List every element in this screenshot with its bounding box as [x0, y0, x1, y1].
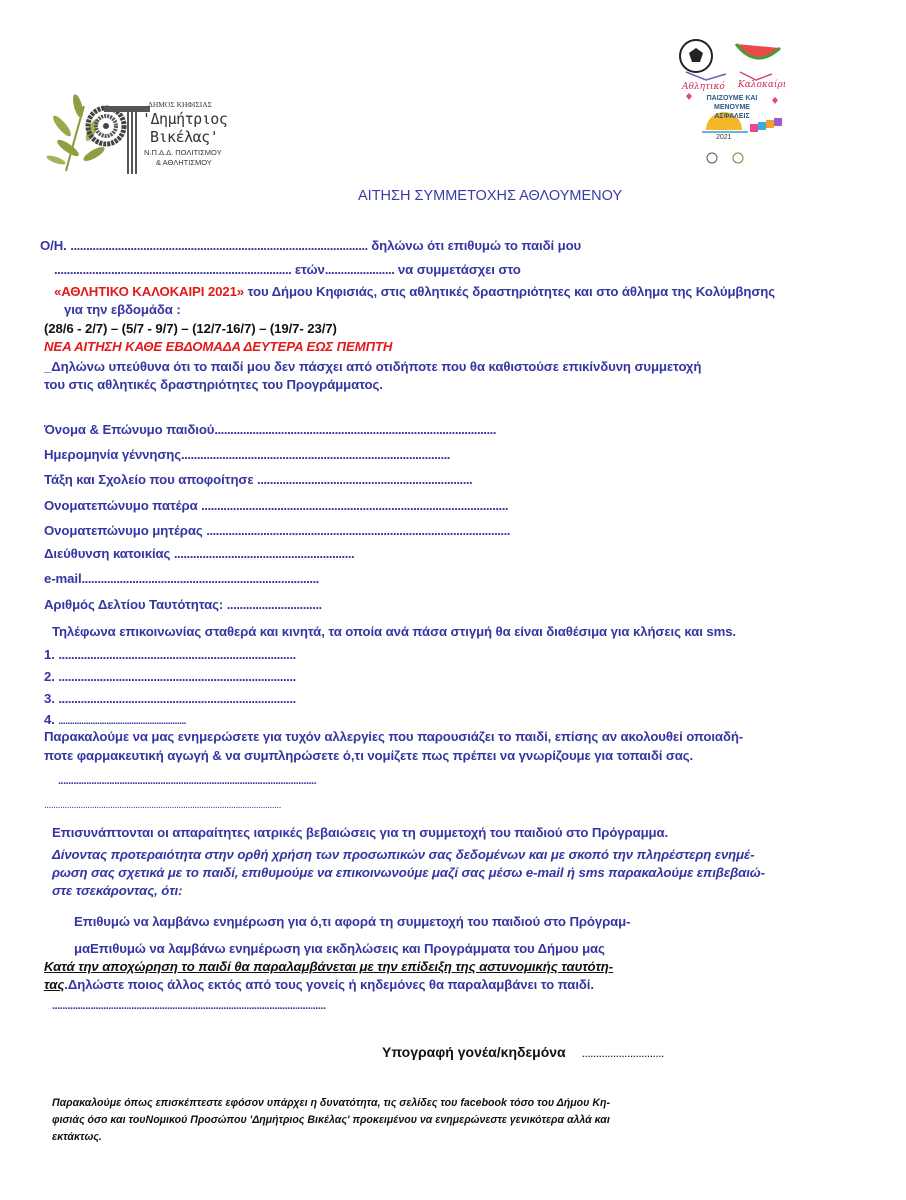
- age-field[interactable]: ......................: [324, 262, 395, 277]
- logo-text-summer: Καλοκαίρι: [738, 80, 787, 90]
- applicant-name-field[interactable]: ..............................................................................................: [70, 238, 368, 253]
- pickup-rule-line2: τας: [44, 977, 65, 992]
- footer-line1: Παρακαλούμε όπως επισκέπτεστε εφόσον υπάρχει η δυνατότητα, τις σελίδες του facebook τόσο του Δήμου Κη-: [52, 1097, 610, 1109]
- field-mother-name: [44, 523, 510, 538]
- field-label: Διεύθυνση κατοικίας: [44, 546, 174, 561]
- gdpr-line1: Δίνοντας προτεραιότητα στην ορθή χρήση των προσωπικών σας δεδομένων και με σκοπό την πληρέστερη ενημέ-: [52, 847, 755, 862]
- logo-name-line1: 'Δημήτριος: [142, 110, 228, 128]
- gdpr-line2: ρωση σας σχετικά με το παιδί, επιθυμούμε να επικοινωνούμε μαζί σας μέσω e-mail ή sms παρακαλούμε επιβεβαιώ-: [52, 865, 765, 880]
- field-label: Αριθμός Δελτίου Ταυτότητας:: [44, 597, 227, 612]
- phone-number-label: 2.: [44, 669, 59, 684]
- allergies-line2: ποτε φαρμακευτική αγωγή & να συμπληρώσετε ό,τι νομίζετε πως πρέπει να γνωρίζουμε για τοπαιδί σας.: [44, 748, 694, 763]
- allergies-input-1[interactable]: .....................................................................................................: [58, 775, 317, 787]
- field-child-name: [44, 422, 496, 437]
- field-label: Ημερομηνία γέννησης: [44, 447, 182, 462]
- consent-option-events[interactable]: μαΕπιθυμώ να λαμβάνω ενημέρωση για εκδηλώσεις και Προγράμματα του Δήμου μας: [74, 941, 605, 956]
- child-name-input[interactable]: .........................................................................................: [214, 422, 496, 437]
- pickup-person-input[interactable]: ...........................................................................................................: [52, 1000, 326, 1012]
- field-address: [44, 546, 354, 561]
- attachments-note: Επισυνάπτονται οι απαραίτητες ιατρικές βεβαιώσεις για τη συμμετοχή του παιδιού στο Πρόγραμμα.: [52, 825, 669, 840]
- field-school: [44, 472, 472, 487]
- field-id-number: [44, 597, 322, 612]
- applicant-prefix: Ο/Η.: [40, 238, 71, 253]
- email-input[interactable]: ...........................................................................: [81, 571, 319, 586]
- applicant-line: [40, 238, 581, 253]
- phones-intro: Τηλέφωνα επικοινωνίας σταθερά και κινητά, τα οποία ανά πάσα στιγμή θα είναι διαθέσιμα για κλήσεις και sms.: [52, 624, 737, 639]
- footer-line2: φισιάς όσο και τουΝομικού Προσώπου 'Δημήτριος Βικέλας' προκειμένου να ενημερώνεστε γενικότερα αλλά και: [52, 1114, 610, 1126]
- pickup-instructions: .Δηλώστε ποιος άλλος εκτός από τους γονείς ή κηδεμόνες θα παραλαμβάνει το παιδί.: [64, 977, 594, 992]
- phone-input-2[interactable]: ...........................................................................: [58, 669, 296, 684]
- allergies-input-2[interactable]: ........................................................................................................: [44, 800, 281, 811]
- father-name-input[interactable]: .................................................................................................: [201, 498, 509, 513]
- phone-row-4: [44, 712, 186, 727]
- phone-number-label: 1.: [44, 647, 59, 662]
- week-label: για την εβδομάδα :: [64, 302, 181, 317]
- phone-input-3[interactable]: ...........................................................................: [58, 691, 296, 706]
- allergies-line1: Παρακαλούμε να μας ενημερώσετε για τυχόν αλλεργίες που παρουσιάζει το παιδί, επίσης αν ακολουθεί οποιαδή-: [44, 729, 744, 744]
- field-label: Όνομα & Επώνυμο παιδιού: [44, 422, 215, 437]
- program-description: του Δήμου Κηφισιάς, στις αθλητικές δραστηριότητες και στο άθλημα της Κολύμβησης: [244, 284, 775, 299]
- field-label: e-mail: [44, 571, 82, 586]
- declaration-line1: _Δηλώνω υπεύθυνα ότι το παιδί μου δεν πάσχει από οτιδήποτε που θα καθιστούσε επικίνδυνη συμμετοχή: [44, 359, 702, 374]
- phone-input-1[interactable]: ...........................................................................: [58, 647, 296, 662]
- phone-number-label: 3.: [44, 691, 59, 706]
- age-label: ετών: [291, 262, 325, 277]
- vikelas-logo: [44, 86, 254, 176]
- participate-text: να συμμετάσχει στο: [394, 262, 521, 277]
- phone-row-3: [44, 691, 296, 706]
- weeks-list: (28/6 - 2/7) – (5/7 - 9/7) – (12/7-16/7) – (19/7- 23/7): [44, 321, 337, 336]
- field-label: Ονοματεπώνυμο πατέρα: [44, 498, 202, 513]
- field-email: [44, 571, 319, 586]
- mother-name-input[interactable]: ................................................................................................: [206, 523, 510, 538]
- field-birth-date: [44, 447, 450, 462]
- phone-row-2: [44, 669, 296, 684]
- weekly-notice: ΝΕΑ ΑΙΤΗΣΗ ΚΑΘΕ ΕΒΔΟΜΑΔΑ ΔΕΥΤΕΡΑ ΕΩΣ ΠΕΜΠΤΗ: [44, 339, 393, 354]
- phone-input-4[interactable]: ........................................................: [58, 716, 186, 727]
- logo-municipality: ΔΗΜΟΣ ΚΗΦΙΣΙΑΣ: [148, 100, 213, 109]
- consent-option-program[interactable]: Επιθυμώ να λαμβάνω ενημέρωση για ό,τι αφορά τη συμμετοχή του παιδιού στο Πρόγραμ-: [74, 914, 631, 929]
- phone-row-1: [44, 647, 296, 662]
- pickup-rule-line1: Κατά την αποχώρηση το παιδί θα παραλαμβάνεται με την επίδειξη της αστυνομικής ταυτότη-: [44, 959, 614, 974]
- id-number-input[interactable]: ..............................: [226, 597, 322, 612]
- signature-line: [382, 1044, 664, 1060]
- program-name: «ΑΘΛΗΤΙΚΟ ΚΑΛΟΚΑΙΡΙ 2021»: [54, 284, 245, 299]
- birth-date-input[interactable]: .....................................................................................: [181, 447, 450, 462]
- gdpr-line3: στε τσεκάροντας, ότι:: [52, 883, 183, 898]
- field-father-name: [44, 498, 508, 513]
- field-label: Ονοματεπώνυμο μητέρας: [44, 523, 207, 538]
- program-line: [54, 284, 775, 299]
- declaration-line2: του στις αθλητικές δραστηριότητες του Προγράμματος.: [44, 377, 383, 392]
- phone-number-label: 4.: [44, 712, 59, 727]
- signature-input[interactable]: .............................: [581, 1046, 664, 1060]
- field-label: Τάξη και Σχολείο που αποφοίτησε: [44, 472, 258, 487]
- logo-slogan: ΠΑΙΖΟΥΜΕ ΚΑΙ ΜΕΝΟΥΜΕ ΑΣΦΑΛΕΙΣ: [706, 95, 758, 120]
- logo-text-athletic: Αθλητικό: [682, 82, 725, 92]
- summer-program-logo: [676, 36, 788, 166]
- applicant-declaration: δηλώνω ότι επιθυμώ το παιδί μου: [367, 238, 582, 253]
- logo-year: 2021: [716, 134, 732, 141]
- logo-name-line2: Βικέλας': [150, 128, 219, 146]
- address-input[interactable]: .........................................................: [173, 546, 355, 561]
- logo-sub-line2: & ΑΘΛΗΤΙΣΜΟΥ: [156, 158, 212, 167]
- child-age-line: [54, 262, 521, 277]
- school-input[interactable]: ....................................................................: [257, 472, 473, 487]
- footer-line3: εκτάκτως.: [52, 1131, 102, 1143]
- signature-label: Υπογραφή γονέα/κηδεμόνα: [382, 1044, 566, 1060]
- logo-sub-line1: Ν.Π.Δ.Δ. ΠΟΛΙΤΙΣΜΟΥ: [144, 148, 222, 157]
- pickup-line2: [44, 977, 594, 992]
- child-field[interactable]: ...........................................................................: [54, 262, 292, 277]
- form-title: ΑΙΤΗΣΗ ΣΥΜΜΕΤΟΧΗΣ ΑΘΛΟΥΜΕΝΟΥ: [358, 188, 623, 204]
